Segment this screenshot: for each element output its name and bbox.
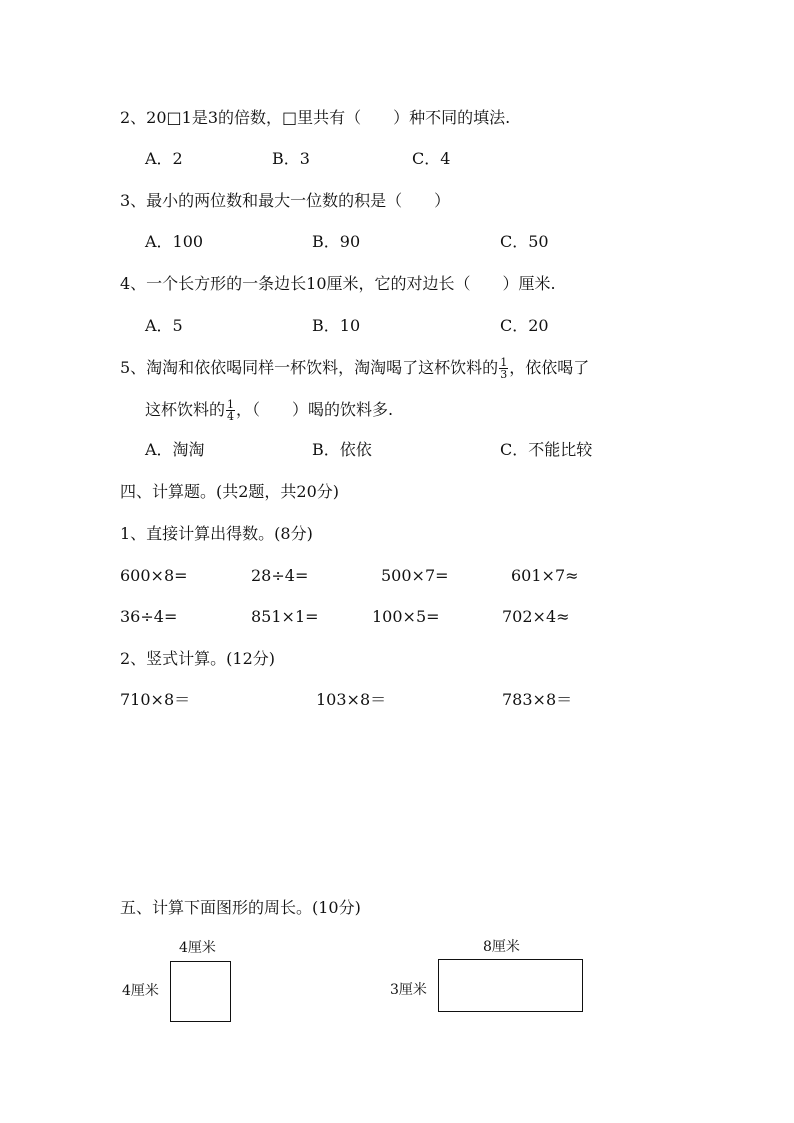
calc-item: 601×7≈ [511, 566, 579, 585]
q3-option-a: A．100 [145, 232, 204, 251]
q4-option-c: C．20 [500, 316, 549, 335]
square-figure [170, 961, 231, 1022]
fraction-one-fourth [226, 399, 235, 422]
square-left-label: 4厘米 [122, 983, 159, 999]
question-4: 4、一个长方形的一条边长10厘米，它的对边长（ ）厘米. [120, 274, 556, 293]
q3-option-b: B．90 [312, 232, 361, 251]
calc-item: 28÷4= [251, 566, 309, 585]
square-top-label: 4厘米 [179, 940, 216, 956]
q3-option-c: C．50 [500, 232, 549, 251]
vertical-calc-item: 103×8＝ [316, 690, 387, 709]
vertical-calc-item: 710×8＝ [120, 690, 191, 709]
q5-text-part2: ，依依喝了 [509, 358, 590, 377]
section-4-sub-2: 2、竖式计算。(12分) [120, 649, 276, 668]
calc-item: 600×8= [120, 566, 188, 585]
question-2: 2、20□1是3的倍数，□里共有（ ）种不同的填法. [120, 108, 511, 127]
question-3: 3、最小的两位数和最大一位数的积是（ ） [120, 191, 451, 210]
q2-option-b: B．3 [272, 149, 310, 168]
calc-item: 702×4≈ [502, 607, 570, 626]
fraction-denominator: 3 [500, 368, 508, 381]
q5-option-a: A．淘淘 [145, 440, 205, 459]
q4-option-a: A．5 [145, 316, 183, 335]
q2-option-a: A．2 [145, 149, 183, 168]
q5-option-c: C．不能比较 [500, 440, 593, 459]
rectangle-figure [438, 959, 583, 1012]
q5-text-part3: 这杯饮料的 [145, 400, 226, 419]
q5-text-part4: ，（ ）喝的饮料多. [236, 400, 394, 419]
q5-text-part1: 5、淘淘和依依喝同样一杯饮料，淘淘喝了这杯饮料的 [120, 358, 499, 377]
q2-option-c: C．4 [412, 149, 451, 168]
fraction-one-third [499, 357, 508, 380]
calc-item: 36÷4= [120, 607, 178, 626]
calc-item: 100×5= [372, 607, 440, 626]
section-4-title: 四、计算题。(共2题，共20分) [120, 482, 340, 501]
section-4-sub-1: 1、直接计算出得数。(8分) [120, 524, 313, 543]
section-5-title: 五、计算下面图形的周长。(10分) [120, 898, 361, 917]
fraction-numerator: 1 [227, 398, 235, 411]
rectangle-top-label: 8厘米 [483, 939, 520, 955]
question-5-line1 [120, 354, 589, 382]
fraction-numerator: 1 [500, 356, 508, 369]
vertical-calc-item: 783×8＝ [502, 690, 573, 709]
question-5-line2 [145, 396, 393, 424]
calc-item: 500×7= [381, 566, 449, 585]
fraction-denominator: 4 [227, 410, 235, 423]
rectangle-left-label: 3厘米 [390, 982, 427, 998]
calc-item: 851×1= [251, 607, 319, 626]
q5-option-b: B．依依 [312, 440, 372, 459]
q4-option-b: B．10 [312, 316, 361, 335]
